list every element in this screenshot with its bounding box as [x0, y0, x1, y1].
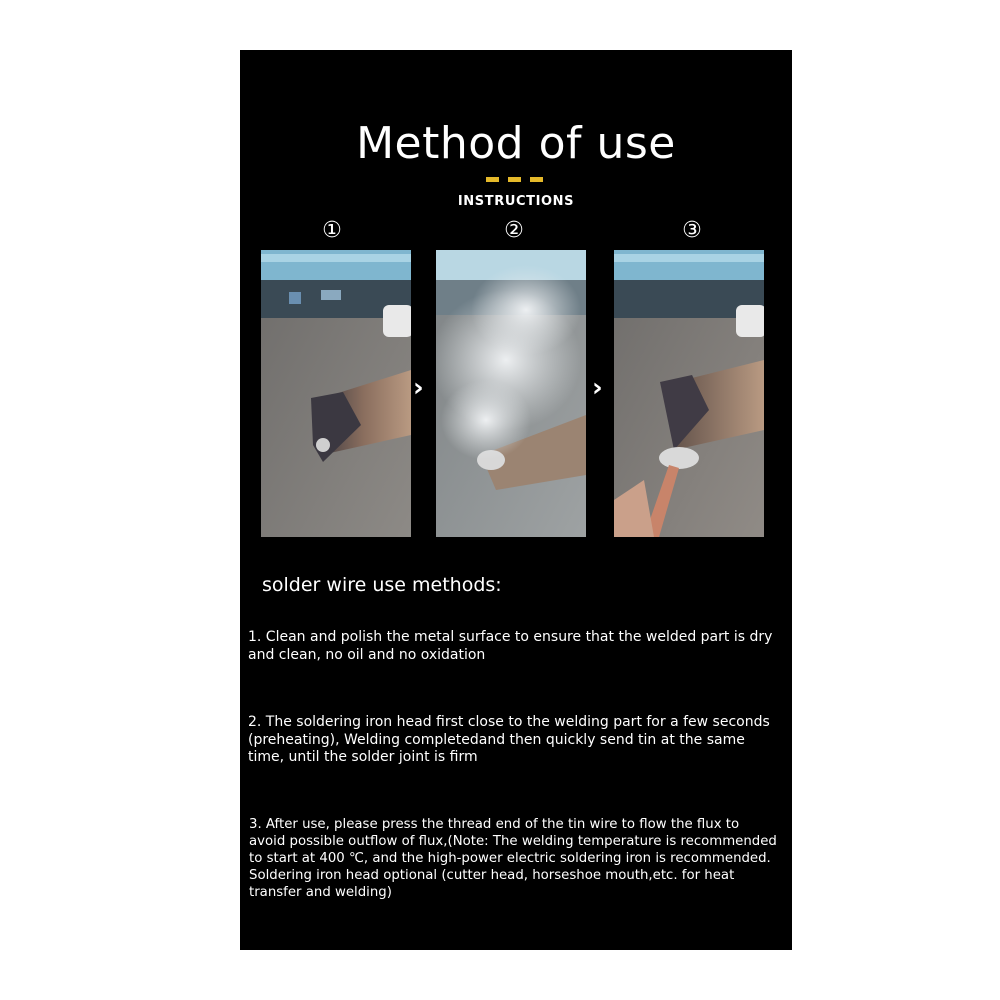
step-number-2: ② — [504, 218, 524, 243]
step-2-photo — [436, 250, 586, 537]
arrow-icon: › — [592, 373, 603, 403]
instruction-step-2: 2. The soldering iron head first close to the welding part for a few seconds (preheating), Welding completedand then quickly send tin at the same time, until the solder joint is firm — [248, 714, 770, 765]
accent-dash — [530, 177, 543, 182]
accent-dash — [486, 177, 499, 182]
step-3-photo — [614, 250, 764, 537]
instruction-step-3: 3. After use, please press the thread end of the tin wire to flow the flux to avoid possible outflow of flux,(Note: The welding temperature is recommended to start at 400 ℃, and the high-power electric soldering iron is recommended. Soldering iron head optional (cutter head, horseshoe mouth,etc. for heat transfer and welding) — [249, 817, 777, 900]
step-number-3: ③ — [682, 218, 702, 243]
accent-dash — [508, 177, 521, 182]
step-1-photo — [261, 250, 411, 537]
step-number-1: ① — [322, 218, 342, 243]
page-title: Method of use — [356, 118, 676, 169]
instructions-heading: solder wire use methods: — [262, 574, 502, 596]
arrow-icon: › — [413, 373, 424, 403]
accent-dashes — [486, 177, 543, 182]
page-subtitle: INSTRUCTIONS — [457, 194, 575, 209]
instruction-step-1: 1. Clean and polish the metal surface to ensure that the welded part is dry and clean, no oil and no oxidation — [248, 629, 773, 663]
